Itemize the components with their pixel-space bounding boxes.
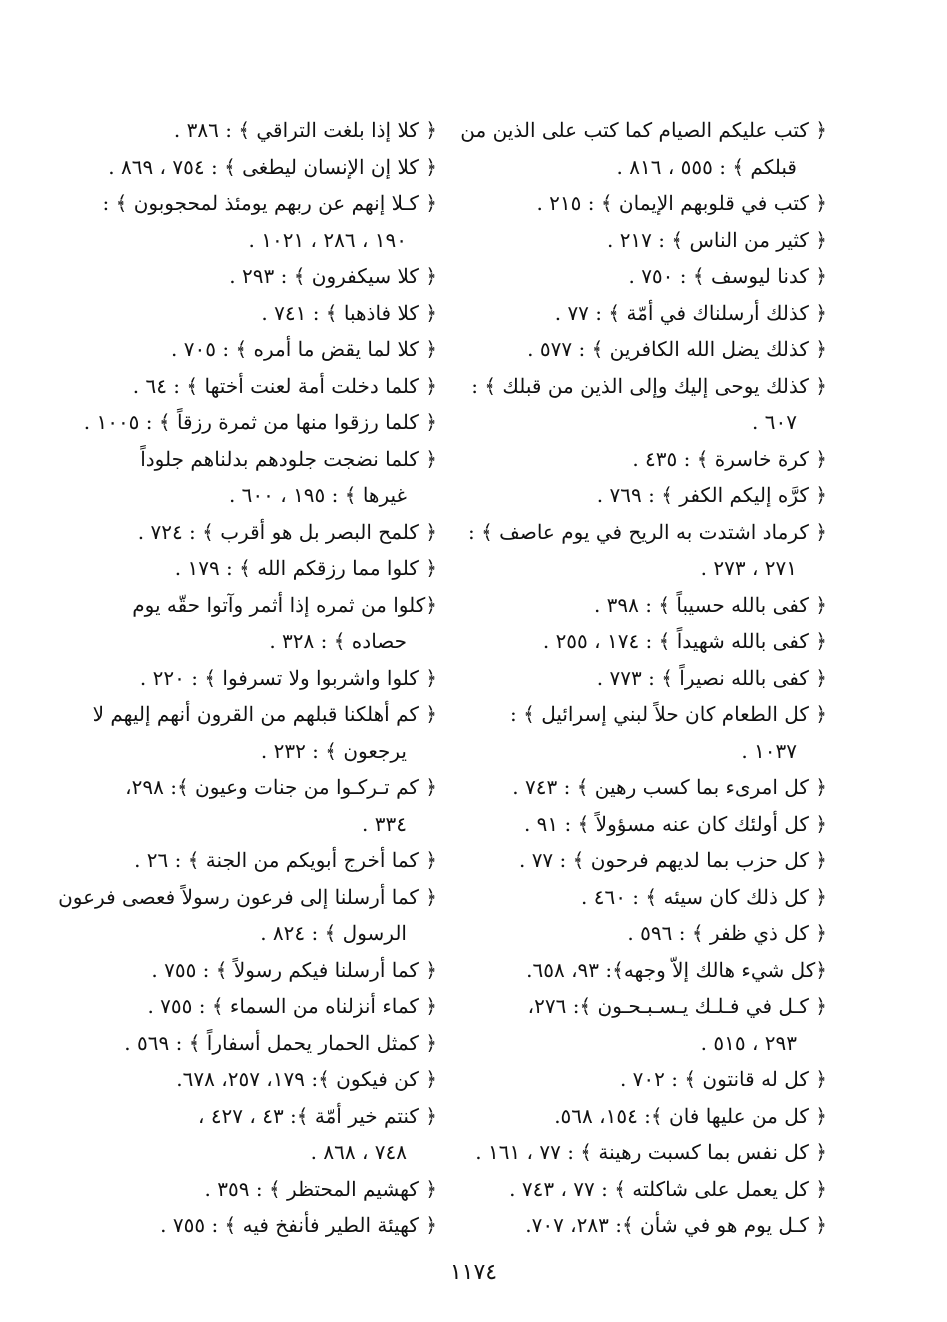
index-entry: ﴿ كم أهلكنا قبلهم من القرون أنهم إليهم لا — [92, 702, 437, 726]
index-entry-continuation: ٦٠٧ . — [752, 410, 797, 434]
index-entry: ﴿ كفى بالله نصيراً ﴾ : ٧٧٣ . — [596, 665, 827, 690]
index-entry: ﴿كل شيء هالك إلاّ وجهه﴾: ٩٣، ٦٥٨. — [526, 957, 827, 982]
index-entry: ﴿ كل له قانتون ﴾ : ٧٠٢ . — [619, 1067, 827, 1091]
index-entry: ﴿ كتب في قلوبهم الإيمان ﴾ : ٢١٥ . — [536, 191, 827, 215]
index-entry: ﴿ كل ذي ظفر ﴾ : ٥٩٦ . — [627, 921, 827, 945]
index-entry: ﴿ كدنا ليوسف ﴾ : ٧٥٠ . — [628, 264, 827, 288]
index-entry-continuation: ٣٣٤ . — [362, 811, 407, 836]
index-column-left — [52, 112, 437, 1244]
index-entry: ﴿ كهشيم المحتظر ﴾ : ٣٥٩ . — [204, 1176, 437, 1201]
index-entry: ﴿ كما أرسلنا إلى فرعون رسولاً فعصى فرعون — [58, 884, 437, 909]
index-entry: ﴿ كهيئة الطير فأنفخ فيه ﴾ : ٧٥٥ . — [160, 1213, 437, 1237]
index-entry-continuation: الرسول ﴾ : ٨٢٤ . — [260, 921, 407, 945]
index-entry: ﴿ كثير من الناس ﴾ : ٢١٧ . — [606, 227, 827, 252]
index-entry: ﴿ كـلا إنهم عن ربهم يومئذ لمحجوبون ﴾ : — [102, 191, 437, 215]
index-entry: ﴿ كلا لما يقض ما أمره ﴾ : ٧٠٥ . — [171, 337, 437, 361]
index-entry: ﴿ كلوا مما رزقكم الله ﴾ : ١٧٩ . — [174, 556, 437, 580]
index-entry: ﴿ كل أولئك كان عنه مسؤولاً ﴾ : ٩١ . — [523, 811, 827, 836]
index-entry: ﴿ كلما دخلت أمة لعنت أختها ﴾ : ٦٤ . — [132, 373, 437, 398]
index-column-right — [442, 112, 827, 1244]
index-entry: ﴿ كلما نضجت جلودهم بدلناهم جلوداً — [140, 446, 437, 471]
index-entry: ﴿ كما أرسلنا فيكم رسولاً ﴾ : ٧٥٥ . — [151, 957, 437, 982]
index-entry: ﴿ كل حزب بما لديهم فرحون ﴾ : ٧٧ . — [518, 848, 827, 872]
index-entry: ﴿ كل امرىء بما كسب رهين ﴾ : ٧٤٣ . — [512, 775, 827, 799]
index-entry: ﴿ كن فيكون ﴾: ١٧٩، ٢٥٧، ٦٧٨. — [176, 1067, 437, 1091]
index-entry: ﴿ كلوا واشربوا ولا تسرفوا ﴾ : ٢٢٠ . — [139, 665, 437, 690]
index-entry: ﴿ كذلك أرسلناك في أمّة ﴾ : ٧٧ . — [554, 300, 827, 325]
index-entry: ﴿ كماء أنزلناه من السماء ﴾ : ٧٥٥ . — [147, 994, 437, 1018]
index-entry: ﴿ كرة خاسرة ﴾ : ٤٣٥ . — [632, 446, 827, 471]
index-entry: ﴿كلوا من ثمره إذا أثمر وآتوا حقّه يوم — [132, 592, 437, 617]
index-entry-continuation: ٢٧١ ، ٢٧٣ . — [700, 556, 797, 580]
index-entry: ﴿ كـل في فـلـك يـسـبـحـون ﴾: ٢٧٦، — [527, 994, 827, 1018]
index-entry-continuation: يرجعون ﴾ : ٢٣٢ . — [260, 738, 407, 763]
index-entry: ﴿ كمثل الحمار يحمل أسفاراً ﴾ : ٥٦٩ . — [124, 1030, 437, 1055]
index-entry: ﴿ كفى بالله حسيباً ﴾ : ٣٩٨ . — [593, 592, 827, 617]
index-entry: ﴿ كما أخرج أبويكم من الجنة ﴾ : ٢٦ . — [134, 848, 437, 872]
index-entry: ﴿ كلا إذا بلغت التراقي ﴾ : ٣٨٦ . — [173, 118, 437, 142]
index-entry-continuation: ٢٩٣ ، ٥١٥ . — [700, 1030, 797, 1055]
index-entry: ﴿ كفى بالله شهيداً ﴾ : ١٧٤ ، ٢٥٥ . — [542, 629, 827, 653]
index-entry: ﴿ كلا سيكفرون ﴾ : ٢٩٣ . — [229, 264, 437, 288]
page-number: ١١٧٤ — [449, 1260, 498, 1285]
index-entry: ﴿ كل ذلك كان سيئه ﴾ : ٤٦٠ . — [580, 884, 827, 909]
index-entry-continuation: ١٠٣٧ . — [741, 738, 797, 763]
index-entry: ﴿ كلا إن الإنسان ليطغى ﴾ : ٧٥٤ ، ٨٦٩ . — [108, 154, 437, 179]
index-entry-continuation: قبلكم ﴾ : ٥٥٥ ، ٨١٦ . — [616, 154, 797, 179]
index-entry: ﴿ كتب عليكم الصيام كما كتب على الذين من — [460, 118, 827, 142]
index-entry: ﴿ كذلك يوحى إليك وإلى الذين من قبلك ﴾ : — [471, 373, 827, 398]
index-entry: ﴿ كلما رزقوا منها من ثمرة رزقاً ﴾ : ١٠٠٥ . — [83, 410, 437, 434]
index-entry: ﴿ كلمح البصر بل هو أقرب ﴾ : ٧٢٤ . — [137, 519, 437, 544]
index-entry-continuation: حصاده ﴾ : ٣٢٨ . — [269, 629, 407, 653]
index-entry: ﴿ كلا فاذهبا ﴾ : ٧٤١ . — [261, 300, 437, 325]
index-entry: ﴿ كـل يوم هو في شأن ﴾: ٢٨٣، ٧٠٧. — [525, 1213, 827, 1237]
index-entry: ﴿ كنتم خير أمّة ﴾: ٤٣ ، ٤٢٧ ، — [198, 1103, 437, 1128]
index-entry-continuation: غيرها ﴾ : ١٩٥ ، ٦٠٠ . — [228, 483, 407, 507]
index-entry: ﴿ كرماد اشتدت به الريح في يوم عاصف ﴾ : — [467, 519, 827, 544]
index-entry-continuation: ١٩٠ ، ٢٨٦ ، ١٠٢١ . — [248, 227, 407, 252]
index-entry: ﴿ كم تـركـوا من جنات وعيون ﴾: ٢٩٨، — [125, 775, 437, 799]
index-entry: ﴿ كرَّه إليكم الكفر ﴾ : ٧٦٩ . — [596, 483, 827, 507]
index-entry: ﴿ كذلك يضل الله الكافرين ﴾ : ٥٧٧ . — [527, 337, 827, 361]
index-entry-continuation: ٧٤٨ ، ٨٦٨ . — [310, 1140, 407, 1164]
index-entry: ﴿ كل يعمل على شاكلته ﴾ : ٧٧ ، ٧٤٣ . — [509, 1176, 827, 1201]
index-entry: ﴿ كل من عليها فان ﴾: ١٥٤، ٥٦٨. — [554, 1103, 827, 1128]
index-entry: ﴿ كل الطعام كان حلاً لبني إسرائيل ﴾ : — [510, 702, 827, 726]
index-entry: ﴿ كل نفس بما كسبت رهينة ﴾ : ٧٧ ، ١٦١ . — [475, 1140, 827, 1164]
